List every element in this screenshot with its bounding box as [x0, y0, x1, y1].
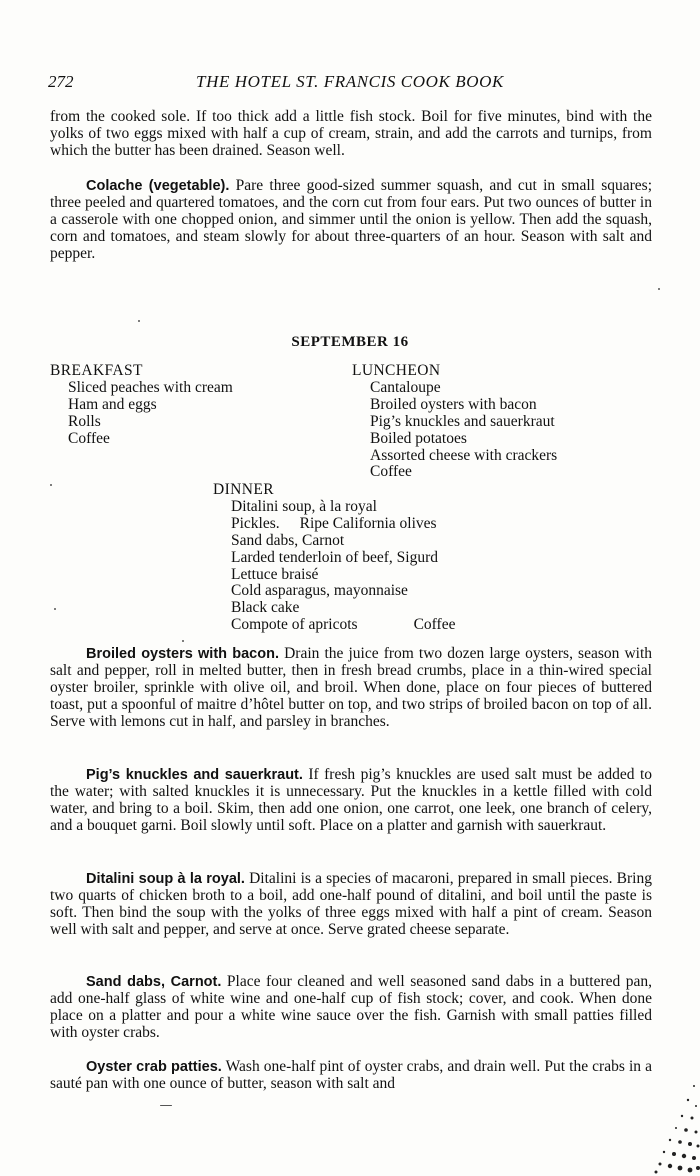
menu-item: Coffee: [413, 616, 456, 634]
recipe-colache: [50, 178, 652, 263]
recipe-text: Place four cleaned and well seasoned sand dabs in a buttered pan, add one-half glass of white wine and one-half cup of fish stock; cover, and cook. When done place on a platter and pour a white wine sauce over the fish. Garnish with small patties filled with oyster crabs.: [50, 973, 652, 1041]
menu-item: Lettuce braisé: [231, 565, 319, 583]
recipe-title: Broiled oysters with bacon.: [86, 646, 279, 662]
menu-item: Assorted cheese with crackers: [370, 446, 558, 464]
luncheon-heading: LUNCHEON: [352, 362, 441, 379]
page-header: [48, 72, 652, 96]
recipe-title: Sand dabs, Carnot.: [86, 974, 222, 990]
recipe-text: Pare three good-sized summer squash, and cut in small squares; three peeled and quartered tomatoes, and the corn cut from four ears. Put two ounces of butter in a casserole with one chopped onion, and simmer until the onion is yellow. Then add the squash, corn and tomatoes, and steam slowly for about three-quarters of an hour. Season with salt and pepper.: [50, 177, 652, 262]
running-title: THE HOTEL ST. FRANCIS COOK BOOK: [196, 72, 504, 91]
menu-item: Pig’s knuckles and sauerkraut: [370, 412, 555, 430]
paper-speck: [182, 640, 184, 642]
menu-item-pair: [213, 516, 455, 533]
menu-item: Compote of apricots: [231, 616, 358, 634]
date-heading: SEPTEMBER 16: [291, 334, 409, 350]
menu-item: Sliced peaches with cream: [68, 378, 233, 396]
paper-speck: [54, 608, 56, 610]
recipe-text: Ditalini is a species of macaroni, prepared in small pieces. Bring two quarts of chicken broth to a boil, add one-half pound of ditalini, and boil until the paste is soft. Then bind the soup with the yolks of three eggs mixed with half a pint of cream. Season well with salt and pepper, and serve at once. Serve grated cheese separate.: [50, 870, 652, 938]
breakfast-menu: [50, 363, 233, 448]
menu-item: Ditalini soup, à la royal: [231, 497, 377, 515]
recipe-title: Ditalini soup à la royal.: [86, 871, 245, 887]
menu-item: Ham and eggs: [68, 395, 157, 413]
recipe-sand-dabs: [50, 974, 652, 1042]
menu-item: Larded tenderloin of beef, Sigurd: [231, 548, 439, 566]
menu-item: Coffee: [370, 463, 412, 481]
paper-speck: [658, 288, 660, 290]
page-number: 272: [48, 72, 74, 91]
menu-item: Sand dabs, Carnot: [231, 531, 345, 549]
dinner-menu: [213, 482, 455, 634]
recipe-title: Pig’s knuckles and sauerkraut.: [86, 767, 303, 783]
paper-speck: [138, 320, 140, 322]
menu-item: Ripe California olives: [299, 514, 437, 532]
paper-speck: [160, 1105, 172, 1106]
recipe-pigs-knuckles: [50, 767, 652, 835]
menu-item: Broiled oysters with bacon: [370, 395, 537, 413]
page-corner-blot: [642, 1066, 700, 1176]
menu-item: Coffee: [68, 429, 110, 447]
dinner-heading: DINNER: [213, 481, 274, 498]
menu-item: Pickles.: [231, 514, 280, 532]
menu-item: Boiled potatoes: [370, 429, 467, 447]
recipe-title: Colache (vegetable).: [86, 178, 230, 194]
paper-speck: [50, 484, 52, 486]
recipe-text: Wash one-half pint of oyster crabs, and drain well. Put the crabs in a sauté pan with one ounce of butter, season with salt and: [50, 1058, 652, 1092]
luncheon-menu: [352, 363, 557, 481]
menu-item-pair: [213, 617, 455, 634]
recipe-title: Oyster crab patties.: [86, 1059, 222, 1075]
intro-paragraph: from the cooked sole. If too thick add a little fish stock. Boil for five minutes, bind with the yolks of two eggs mixed with half a cup of cream, strain, and add the carrots and turnips, from which the butter has been drained. Season well.: [50, 108, 652, 159]
recipe-text: If fresh pig’s knuckles are used salt must be added to the water; with salted knuckles it is unnecessary. Put the knuckles in a kettle filled with cold water, and bring to a boil. Skim, then add one onion, one carrot, one leek, one branch of celery, and a bouquet garni. Boil slowly until soft. Place on a platter and garnish with sauerkraut.: [50, 766, 653, 834]
menu-item: Cantaloupe: [370, 378, 441, 396]
recipe-broiled-oysters: [50, 646, 652, 731]
menu-item: Cold asparagus, mayonnaise: [231, 582, 408, 600]
recipe-oyster-crab-patties: [50, 1059, 652, 1093]
recipe-text: Drain the juice from two dozen large oysters, season with salt and pepper, roll in melted butter, then in fresh bread crumbs, place in a thin-wired special oyster broiler, sprinkle with olive oil, and broil. When done, place on four pieces of buttered toast, put a spoonful of maitre d’hôtel butter on top, and two strips of broiled bacon on top of all. Serve with lemons cut in half, and parsley in branches.: [50, 645, 653, 730]
menu-item: Rolls: [68, 412, 101, 430]
breakfast-heading: BREAKFAST: [50, 362, 143, 379]
menu-item: Black cake: [231, 599, 300, 617]
recipe-ditalini-soup: [50, 871, 652, 939]
